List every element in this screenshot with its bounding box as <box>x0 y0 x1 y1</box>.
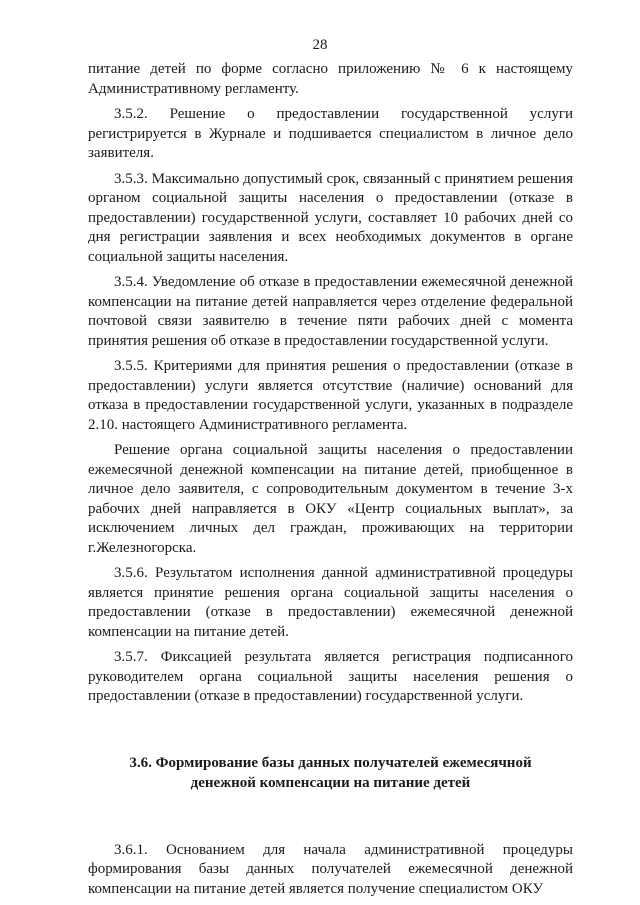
paragraph-continuation: питание детей по форме согласно приложению № 6 к настоящему Административному регламенту. <box>88 61 573 97</box>
paragraph-3-5-4: 3.5.4. Уведомление об отказе в предоставлении ежемесячной денежной компенсации на питание детей направляется через отделение федеральной почтовой связи заявителю в течение пяти рабочих дней с момента принятия решения об отказе в предоставлении государственной услуги. <box>88 274 573 349</box>
paragraph-decision: Решение органа социальной защиты населения о предоставлении ежемесячной денежной компенсации на питание детей, приобщенное в личное дело заявителя, с сопроводительным документом в течение 3-х рабочих дней направляется в ОКУ «Центр социальных выплат», за исключением личных дел граждан, проживающих на территории г.Железногорска. <box>88 442 573 556</box>
section-heading-3-6: 3.6. Формирование базы данных получателей ежемесячной денежной компенсации на питание детей <box>129 754 532 791</box>
paragraph-3-5-6: 3.5.6. Результатом исполнения данной административной процедуры является принятие решения органа социальной защиты населения о предоставлении (отказе в предоставлении) ежемесячной денежной компенсации на питание детей. <box>88 565 573 640</box>
paragraph-3-6-1: 3.6.1. Основанием для начала административной процедуры формирования базы данных получателей ежемесячной денежной компенсации на питание детей является получение специалистом ОКУ <box>88 841 573 897</box>
paragraph-3-5-2: 3.5.2. Решение о предоставлении государственной услуги регистрируется в Журнале и подшивается специалистом в личное дело заявителя. <box>88 106 573 161</box>
page-number: 28 <box>312 37 328 53</box>
document-body <box>88 60 573 899</box>
paragraph-3-5-3: 3.5.3. Максимально допустимый срок, связанный с принятием решения органом социальной защиты населения о предоставлении (отказе в предоставлении) государственной услуги, составляет 10 рабочих дней со дня регистрации заявления и всех необходимых документов в органе социальной защиты населения. <box>88 170 573 265</box>
paragraph-3-5-5: 3.5.5. Критериями для принятия решения о предоставлении (отказе в предоставлении) услуги является отсутствие (наличие) оснований для отказа в предоставлении государственной услуги, указанных в подразделе 2.10. настоящего Административного регламента. <box>88 358 573 433</box>
paragraph-3-5-7: 3.5.7. Фиксацией результата является регистрация подписанного руководителем органа социальной защиты населения решения о предоставлении (отказе в предоставлении) государственной услуги. <box>88 649 573 704</box>
